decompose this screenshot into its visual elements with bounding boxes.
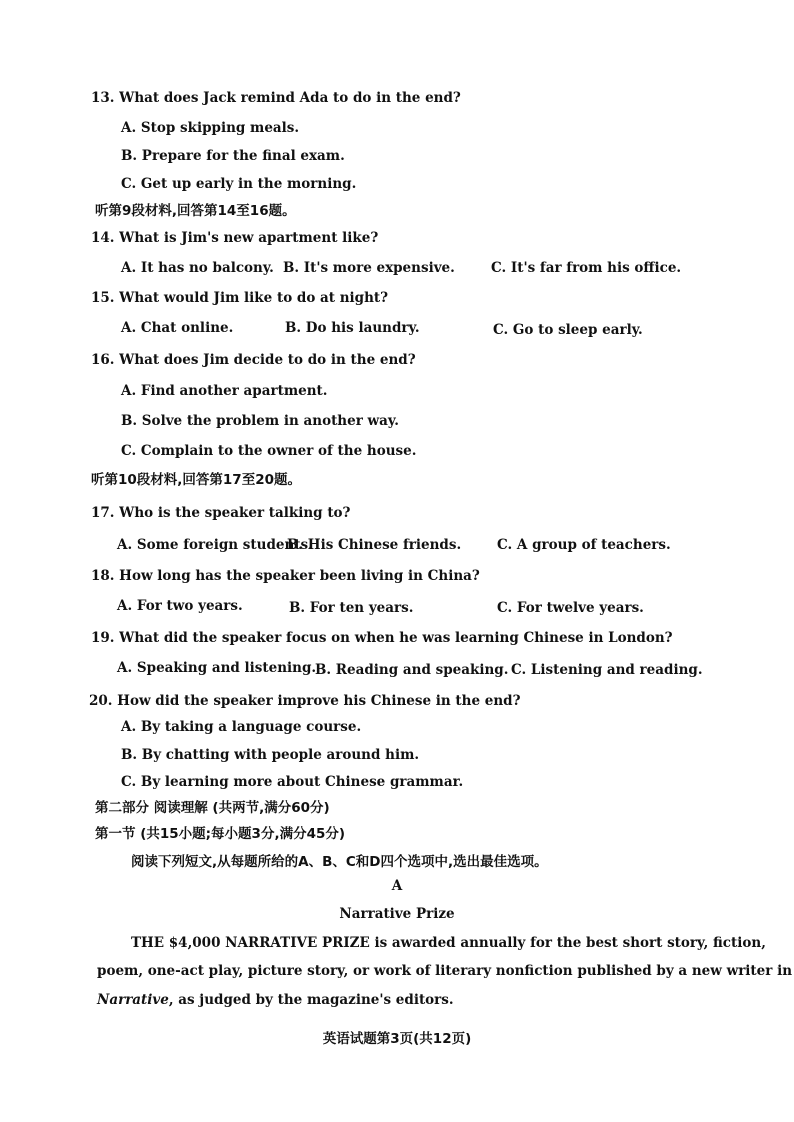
- question-16: 16. What does Jim decide to do in the end?: [91, 352, 416, 368]
- q18-option-b: B. For ten years.: [289, 600, 414, 616]
- instruction-material-10: 听第10段材料,回答第17至20题。: [91, 472, 301, 488]
- q17-option-b: B. His Chinese friends.: [287, 537, 462, 553]
- q19-option-b: B. Reading and speaking.: [315, 662, 509, 678]
- question-19: 19. What did the speaker focus on when he was learning Chinese in London?: [91, 630, 673, 646]
- q16-option-c: C. Complain to the owner of the house.: [121, 443, 417, 459]
- q15-option-b: B. Do his laundry.: [285, 320, 420, 336]
- passage-line-2: poem, one-act play, picture story, or work of literary nonfiction published by a new writer in: [97, 963, 793, 979]
- q18-option-c: C. For twelve years.: [497, 600, 644, 616]
- q20-option-c: C. By learning more about Chinese grammar.: [121, 774, 464, 790]
- question-17: 17. Who is the speaker talking to?: [91, 505, 351, 521]
- question-20: 20. How did the speaker improve his Chinese in the end?: [89, 693, 521, 709]
- q14-option-c: C. It's far from his office.: [491, 260, 682, 276]
- q14-option-a: A. It has no balcony.: [121, 260, 274, 276]
- q13-option-a: A. Stop skipping meals.: [121, 120, 300, 136]
- page-footer: 英语试题第3页(共12页): [322, 1031, 472, 1047]
- q16-option-b: B. Solve the problem in another way.: [121, 413, 399, 429]
- passage-title: Narrative Prize: [339, 906, 455, 922]
- passage-line-3: [97, 994, 454, 1008]
- q18-option-a: A. For two years.: [117, 598, 243, 614]
- part2-heading: 第二部分 阅读理解 (共两节,满分60分): [95, 800, 330, 816]
- instruction-material-9: 听第9段材料,回答第14至16题。: [95, 203, 296, 219]
- passage-line-3-rest: , as judged by the magazine's editors.: [168, 992, 454, 1008]
- question-14: 14. What is Jim's new apartment like?: [91, 230, 379, 246]
- q19-option-c: C. Listening and reading.: [511, 662, 703, 678]
- q15-option-a: A. Chat online.: [121, 320, 234, 336]
- q13-option-b: B. Prepare for the final exam.: [121, 148, 345, 164]
- passage-line-1: THE $4,000 NARRATIVE PRIZE is awarded annually for the best short story, fiction,: [131, 935, 766, 951]
- question-18: 18. How long has the speaker been living in China?: [91, 568, 480, 584]
- q17-option-c: C. A group of teachers.: [497, 537, 671, 553]
- q19-option-a: A. Speaking and listening.: [117, 660, 317, 676]
- question-13: 13. What does Jack remind Ada to do in the end?: [91, 90, 461, 106]
- passage-label: A: [391, 878, 403, 894]
- q15-option-c: C. Go to sleep early.: [493, 322, 643, 338]
- q14-option-b: B. It's more expensive.: [283, 260, 455, 276]
- q17-option-a: A. Some foreign students.: [117, 537, 313, 553]
- section1-heading: 第一节 (共15小题;每小题3分,满分45分): [95, 826, 346, 842]
- reading-directions: 阅读下列短文,从每题所给的A、B、C和D四个选项中,选出最佳选项。: [131, 854, 548, 870]
- q16-option-a: A. Find another apartment.: [121, 383, 328, 399]
- question-15: 15. What would Jim like to do at night?: [91, 290, 389, 306]
- magazine-name: Narrative: [97, 992, 169, 1008]
- q20-option-a: A. By taking a language course.: [121, 719, 362, 735]
- q20-option-b: B. By chatting with people around him.: [121, 747, 420, 763]
- q13-option-c: C. Get up early in the morning.: [121, 176, 357, 192]
